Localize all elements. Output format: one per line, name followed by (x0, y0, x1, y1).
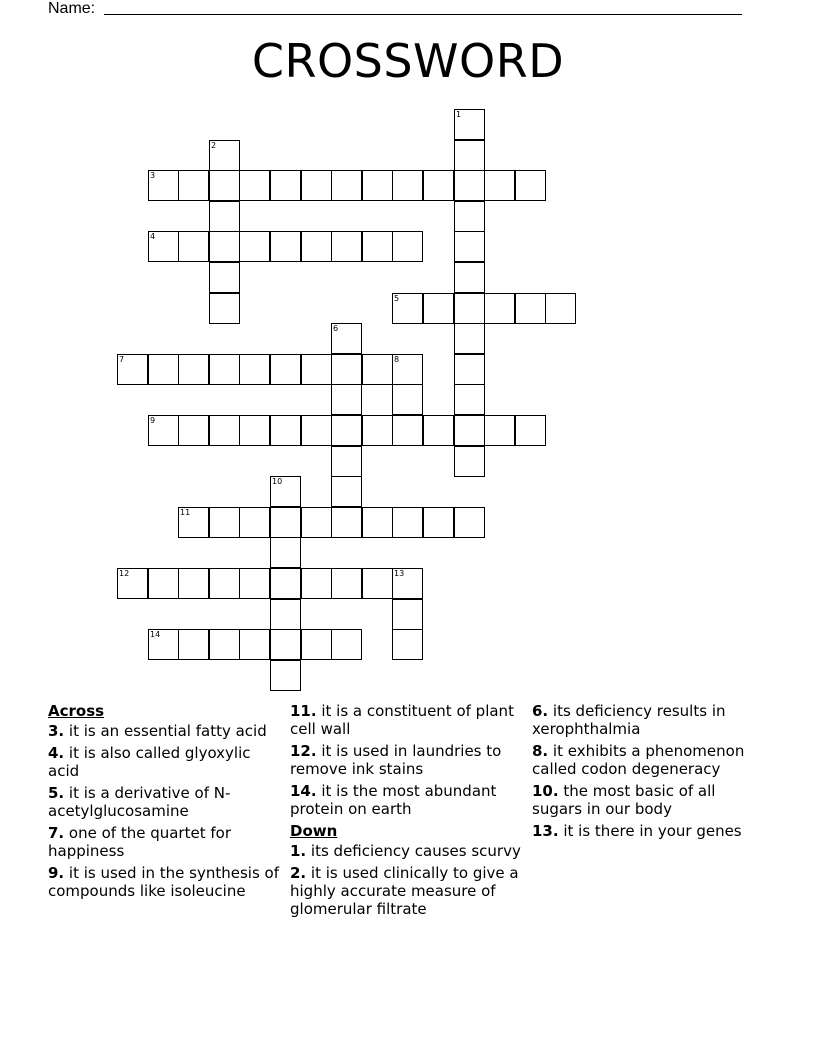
grid-cell[interactable] (209, 231, 240, 262)
grid-cell[interactable] (392, 293, 423, 324)
grid-cell[interactable] (270, 660, 301, 691)
grid-cell[interactable] (148, 415, 179, 446)
cell-number: 12 (119, 569, 130, 578)
clue-text: its deficiency causes scurvy (310, 842, 521, 860)
grid-cell[interactable] (209, 140, 240, 171)
grid-cell[interactable] (454, 262, 485, 293)
grid-cell[interactable] (148, 568, 179, 599)
grid-cell[interactable] (423, 170, 454, 201)
grid-cell[interactable] (270, 231, 301, 262)
grid-cell[interactable] (239, 568, 270, 599)
clue-number: 7. (48, 824, 65, 842)
grid-cell[interactable] (331, 384, 362, 415)
grid-cell[interactable] (178, 170, 209, 201)
cell-number: 13 (394, 569, 405, 578)
clue-text: it is used clinically to give a highly accurate measure of glomerular filtrate (290, 864, 519, 918)
grid-cell[interactable] (301, 629, 332, 660)
clue-number: 12. (290, 742, 317, 760)
grid-cell[interactable] (392, 231, 423, 262)
clue-across-7 (48, 824, 280, 860)
grid-cell[interactable] (239, 170, 270, 201)
cell-number: 2 (211, 141, 217, 150)
grid-cell[interactable] (423, 507, 454, 538)
grid-cell[interactable] (454, 507, 485, 538)
cell-number: 14 (150, 630, 161, 639)
grid-cell[interactable] (331, 170, 362, 201)
cell-number: 8 (394, 355, 400, 364)
cell-number: 10 (272, 477, 283, 486)
grid-cell[interactable] (515, 293, 546, 324)
clue-across-4 (48, 744, 280, 780)
grid-cell[interactable] (178, 231, 209, 262)
grid-cell[interactable] (331, 446, 362, 477)
grid-cell[interactable] (148, 629, 179, 660)
grid-cell[interactable] (392, 415, 423, 446)
clue-number: 3. (48, 722, 65, 740)
clue-down-2 (290, 864, 522, 918)
clue-down-13 (532, 822, 768, 840)
cell-number: 11 (180, 508, 191, 517)
grid-cell[interactable] (362, 415, 393, 446)
grid-cell[interactable] (148, 354, 179, 385)
grid-cell[interactable] (515, 170, 546, 201)
grid-cell[interactable] (178, 354, 209, 385)
grid-cell[interactable] (423, 415, 454, 446)
clue-text: it is a constituent of plant cell wall (290, 702, 514, 738)
grid-cell[interactable] (331, 629, 362, 660)
grid-cell[interactable] (454, 293, 485, 324)
grid-cell[interactable] (392, 599, 423, 630)
across-heading: Across (48, 702, 105, 720)
clue-text: its deficiency results in xerophthalmia (532, 702, 726, 738)
clue-number: 6. (532, 702, 549, 720)
clue-down-8 (532, 742, 768, 778)
page-title: CROSSWORD (251, 34, 565, 88)
grid-cell[interactable] (362, 568, 393, 599)
clue-number: 4. (48, 744, 65, 762)
down-heading: Down (290, 822, 338, 840)
clue-number: 14. (290, 782, 317, 800)
grid-cell[interactable] (484, 293, 515, 324)
grid-cell[interactable] (545, 293, 576, 324)
grid-cell[interactable] (178, 507, 209, 538)
cell-number: 7 (119, 355, 125, 364)
clue-text: the most basic of all sugars in our body (532, 782, 716, 818)
grid-cell[interactable] (454, 354, 485, 385)
clue-down-1 (290, 842, 522, 860)
grid-cell[interactable] (301, 568, 332, 599)
grid-cell[interactable] (178, 415, 209, 446)
grid-cell[interactable] (301, 170, 332, 201)
grid-cell[interactable] (331, 415, 362, 446)
clue-across-12 (290, 742, 522, 778)
grid-cell[interactable] (270, 170, 301, 201)
grid-cell[interactable] (178, 629, 209, 660)
grid-cell[interactable] (117, 568, 148, 599)
name-blank-line[interactable] (104, 14, 742, 15)
clue-number: 1. (290, 842, 307, 860)
cell-number: 4 (150, 232, 156, 241)
clues-column-1 (48, 702, 280, 904)
grid-cell[interactable] (454, 170, 485, 201)
grid-cell[interactable] (270, 599, 301, 630)
grid-cell[interactable] (362, 170, 393, 201)
grid-cell[interactable] (362, 231, 393, 262)
grid-cell[interactable] (209, 170, 240, 201)
grid-cell[interactable] (270, 476, 301, 507)
grid-cell[interactable] (392, 384, 423, 415)
grid-cell[interactable] (331, 354, 362, 385)
grid-cell[interactable] (209, 568, 240, 599)
clues-column-3 (532, 702, 768, 844)
grid-cell[interactable] (239, 629, 270, 660)
clue-across-14 (290, 782, 522, 818)
cell-number: 5 (394, 294, 400, 303)
clue-text: it exhibits a phenomenon called codon degeneracy (532, 742, 745, 778)
clue-across-5 (48, 784, 280, 820)
clues-column-2 (290, 702, 522, 922)
grid-cell[interactable] (239, 354, 270, 385)
clue-text: it is there in your genes (563, 822, 742, 840)
grid-cell[interactable] (454, 415, 485, 446)
grid-cell[interactable] (454, 384, 485, 415)
clue-number: 5. (48, 784, 65, 802)
name-label-text: Name: (48, 0, 96, 17)
grid-cell[interactable] (331, 476, 362, 507)
grid-cell[interactable] (148, 170, 179, 201)
cell-number: 3 (150, 171, 156, 180)
grid-cell[interactable] (423, 293, 454, 324)
grid-cell[interactable] (209, 415, 240, 446)
grid-cell[interactable] (454, 109, 485, 140)
grid-cell[interactable] (392, 629, 423, 660)
grid-cell[interactable] (239, 231, 270, 262)
grid-cell[interactable] (209, 262, 240, 293)
grid-cell[interactable] (301, 415, 332, 446)
clue-number: 2. (290, 864, 307, 882)
grid-cell[interactable] (117, 354, 148, 385)
clue-down-6 (532, 702, 768, 738)
grid-cell[interactable] (270, 507, 301, 538)
grid-cell[interactable] (331, 231, 362, 262)
grid-cell[interactable] (454, 201, 485, 232)
grid-cell[interactable] (239, 415, 270, 446)
grid-cell[interactable] (270, 568, 301, 599)
grid-cell[interactable] (515, 415, 546, 446)
grid-cell[interactable] (454, 231, 485, 262)
clue-number: 10. (532, 782, 559, 800)
clue-text: it is a derivative of N-acetylglucosamine (48, 784, 231, 820)
grid-cell[interactable] (392, 170, 423, 201)
grid-cell[interactable] (148, 231, 179, 262)
clue-text: it is also called glyoxylic acid (48, 744, 251, 780)
clue-text: it is used in the synthesis of compounds like isoleucine (48, 864, 279, 900)
clue-text: it is used in laundries to remove ink stains (290, 742, 502, 778)
grid-cell[interactable] (301, 507, 332, 538)
grid-cell[interactable] (209, 201, 240, 232)
grid-cell[interactable] (454, 446, 485, 477)
grid-cell[interactable] (392, 507, 423, 538)
grid-cell[interactable] (301, 354, 332, 385)
grid-cell[interactable] (484, 415, 515, 446)
grid-cell[interactable] (209, 507, 240, 538)
clue-text: it is an essential fatty acid (68, 722, 267, 740)
grid-cell[interactable] (209, 354, 240, 385)
cell-number: 1 (456, 110, 462, 119)
grid-cell[interactable] (209, 629, 240, 660)
cell-number: 6 (333, 324, 339, 333)
grid-cell[interactable] (270, 537, 301, 568)
clue-text: one of the quartet for happiness (48, 824, 231, 860)
grid-cell[interactable] (362, 354, 393, 385)
grid-cell[interactable] (392, 568, 423, 599)
grid-cell[interactable] (392, 354, 423, 385)
clue-number: 13. (532, 822, 559, 840)
grid-cell[interactable] (178, 568, 209, 599)
clue-across-9 (48, 864, 280, 900)
grid-cell[interactable] (331, 507, 362, 538)
clue-number: 11. (290, 702, 317, 720)
cell-number: 9 (150, 416, 156, 425)
clue-number: 9. (48, 864, 65, 882)
grid-cell[interactable] (301, 231, 332, 262)
grid-cell[interactable] (484, 170, 515, 201)
grid-cell[interactable] (270, 354, 301, 385)
grid-cell[interactable] (270, 415, 301, 446)
name-label (48, 0, 95, 18)
clue-text: it is the most abundant protein on earth (290, 782, 497, 818)
clue-number: 8. (532, 742, 549, 760)
grid-cell[interactable] (209, 293, 240, 324)
grid-cell[interactable] (270, 629, 301, 660)
clue-across-11 (290, 702, 522, 738)
grid-cell[interactable] (331, 323, 362, 354)
grid-cell[interactable] (454, 140, 485, 171)
grid-cell[interactable] (239, 507, 270, 538)
grid-cell[interactable] (454, 323, 485, 354)
grid-cell[interactable] (331, 568, 362, 599)
grid-cell[interactable] (362, 507, 393, 538)
clue-across-3 (48, 722, 280, 740)
clue-down-10 (532, 782, 768, 818)
